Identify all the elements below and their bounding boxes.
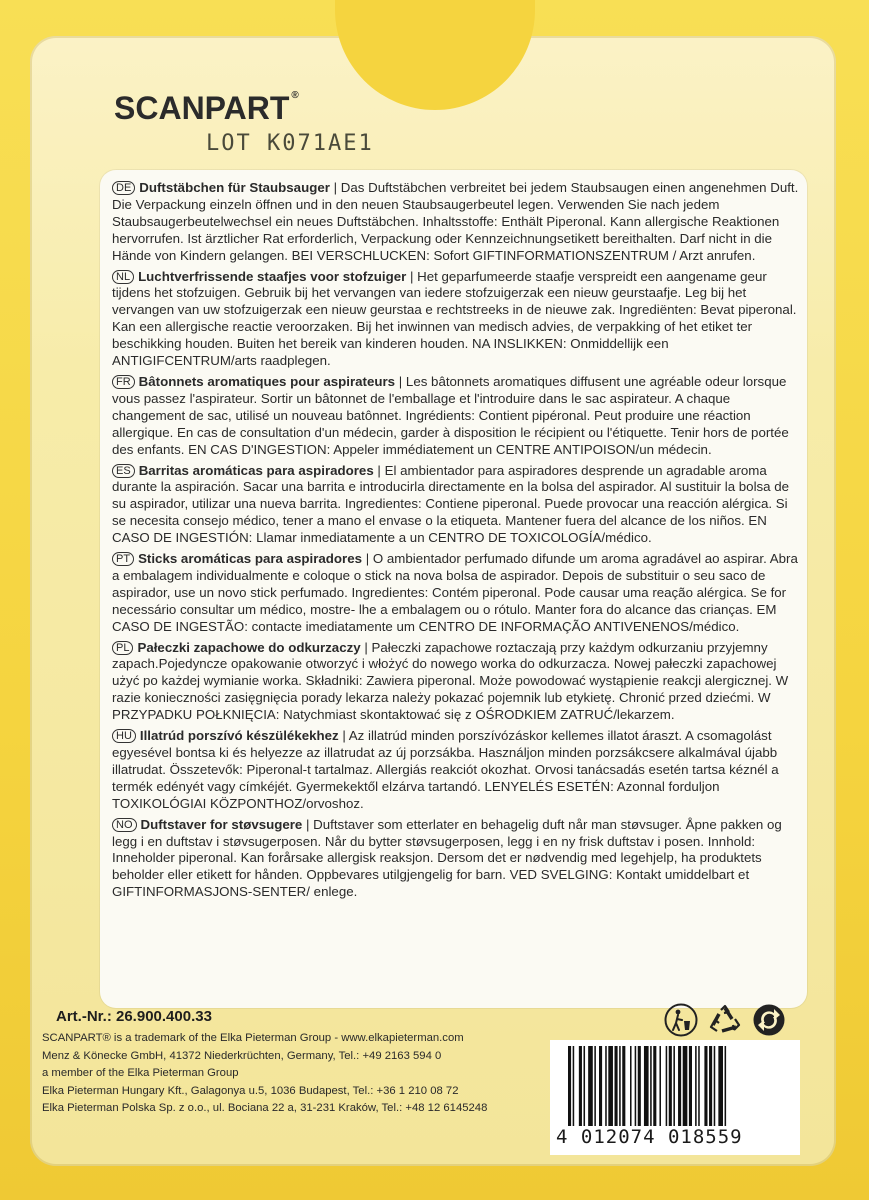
barcode-bar	[714, 1046, 716, 1126]
section-body: | Az illatrúd minden porszívózáskor kellemes illatot áraszt. A csomagolást egyesével bontsa ki és helyezze az illatrudat az új porzsákba. Használjon minden porzsákcsere alkalmával újabb illatrudat. Összetevők: Piperonal-t tartalmaz. Allergiás reakciót okozhat. Orvosi tanácsadás esetén tartsa kéznél a termék edényét vagy címkéjét. Gyermekektől elzárva tartandó. LENYELÉS ESETÉN: Azonnal forduljon TOXIKOLÓGIAI KÖZPONTHOZ/orvoshoz.	[112, 728, 779, 811]
section-fr	[112, 374, 804, 459]
barcode-bar	[605, 1046, 607, 1126]
barcode-bar	[704, 1046, 707, 1126]
barcode-bar	[573, 1046, 575, 1126]
section-body: | Les bâtonnets aromatiques diffusent une agréable odeur lorsque vous passez l'aspirateur. Sortir un bâtonnet de l'emballage et l'introduire dans le sac aspirateur. A chaque changement de sac, utilisé un nouveau batônnet. Ingrédients: Contient pipéronal. Peut produire une réaction allergique. En cas de consultation d'un médecin, garder à disposition le récipient ou l'étiquette. Tenir hors de portée des enfants. EN CAS D'INGESTION: Appeler immédiatement un CENTRE ANTIPOISON/un médecin.	[112, 373, 789, 457]
barcode-bar	[594, 1046, 596, 1126]
barcode-bar	[579, 1046, 582, 1126]
barcode-bar	[650, 1046, 652, 1126]
barcode	[550, 1040, 800, 1155]
section-title: Sticks aromáticas para aspiradores	[138, 551, 363, 567]
barcode-bar	[584, 1046, 586, 1126]
footer-trademark: SCANPART® is a trademark of the Elka Pieterman Group - www.elkapieterman.com	[42, 1032, 464, 1044]
section-body: | Pałeczki zapachowe roztaczają przy każdym odkurzaniu przyjemny zapach.Pojedyncze opakowanie otworzyć i włożyć do nowego worka do odkurzacza. Nowej pałeczki zapachowej użyć po każdej wymianie worka. Składniki: Zawiera piperonal. Może powodować wystąpienie reakcji alergicznej. W razie konieczności zasięgnięcia porady lekarza należy pokazać pojemnik lub etykietę. Chronić przed dziećmi. W PRZYPADKU POŁKNIĘCIA: Natychmiast skontaktować się z OŚRODKIEM ZATRUĆ/lekarzem.	[112, 639, 789, 723]
section-title: Duftstäbchen für Staubsauger	[139, 180, 330, 195]
barcode-bar	[630, 1046, 632, 1126]
section-pt	[112, 551, 804, 636]
logo-text: SCANPART	[114, 90, 290, 126]
lang-badge: PL	[112, 641, 133, 655]
lang-badge: DE	[112, 181, 135, 195]
barcode-bar	[635, 1046, 637, 1126]
barcode-bar	[683, 1046, 688, 1126]
barcode-bar	[599, 1046, 602, 1126]
barcode-bar	[608, 1046, 613, 1126]
footer-member: a member of the Elka Pieterman Group	[42, 1067, 239, 1080]
lang-badge: ES	[112, 464, 135, 478]
section-hu	[112, 728, 804, 813]
section-title: Bâtonnets aromatiques pour aspirateurs	[138, 373, 396, 389]
recycle-icon	[708, 1003, 742, 1037]
lang-badge: NO	[112, 818, 137, 832]
section-body: | Duftstaver som etterlater en behagelig duft når man støvsuger. Åpne pakken og legg i en duftstav i støvsugerposen. Når du bytter støvsugerposen, legg i en ny frisk duftstav i posen. Innhold: Inneholder piperonal. Kan forårsake allergisk reaksjon. Dersom det er nødvendig med legehjelp, ha produktets beholder eller etikett for hånden. Oppbevares utilgjengelig for barn. VED SVELGING: Kontakt umiddelbart et GIFTINFORMASJONS-SENTER/ enlege.	[112, 816, 782, 900]
barcode-bar	[709, 1046, 712, 1126]
barcode-bar	[659, 1046, 661, 1126]
barcode-bar	[619, 1046, 621, 1126]
instructions-text	[112, 180, 804, 905]
barcode-bar	[622, 1046, 625, 1126]
footer-address-hu: Elka Pieterman Hungary Kft., Galagonya u.5, 1036 Budapest, Tel.: +36 1 210 08 72	[42, 1084, 459, 1097]
section-body: | O ambientador perfumado difunde um aroma agradável ao aspirar. Abra a embalagem individualmente e coloque o stick na nova bolsa de aspirador. Depois de substituir o seu saco de aspirador, use un novo stick perfumado. Ingredientes: Contém piperonal. Pode causar uma reação alérgica. Se for necessário consultar um médico, mostre- lhe a embalagem ou o rótulo. Manter fora do alcance das crianças. EM CASO DE INGESTÃO: contacte imediatamente um CENTRO DE INFORMAÇÃO ANTIVENENOS/médico.	[112, 551, 798, 634]
barcode-bar	[725, 1046, 727, 1126]
barcode-bar	[698, 1046, 700, 1126]
barcode-bar	[678, 1046, 681, 1126]
barcode-bar	[666, 1046, 668, 1126]
lang-badge: HU	[112, 729, 136, 743]
section-title: Illatrúd porszívó készülékekhez	[139, 728, 339, 744]
lot-number: LOT K071AE1	[206, 131, 374, 156]
section-nl	[112, 269, 804, 370]
section-title: Pałeczki zapachowe do odkurzaczy	[137, 639, 361, 655]
footer-address-pl: Elka Pieterman Polska Sp. z o.o., ul. Bociana 22 a, 31-231 Kraków, Tel.: +48 12 6145248	[42, 1102, 488, 1115]
section-title: Duftstaver for støvsugere	[140, 816, 303, 832]
barcode-bar	[653, 1046, 656, 1126]
barcode-bar	[568, 1046, 571, 1126]
section-body: | Das Duftstäbchen verbreitet bei jedem Staubsaugen einen angenehmen Duft. Die Verpackung einzeln öffnen und in den neuen Staubsaugerbeutel legen. Verwenden Sie nach jedem Staubsaugerbeutelwechsel ein neues Duftstäbchen. Inhaltsstoffe: Enthält Piperonal. Kann allergische Reaktionen hervorrufen. Ist ärztlicher Rat erforderlich, Verpackung oder Kennzeichnungsetikett bereithalten. Darf nicht in die Hände von Kindern gelangen. BEI VERSCHLUCKEN: Sofort GIFTINFORMATIONSZENTRUM / Arzt anrufen.	[112, 180, 799, 263]
footer-address-de: Menz & Könecke GmbH, 41372 Niederkrüchten, Germany, Tel.: +49 2163 594 0	[42, 1049, 442, 1062]
company-footer	[42, 1030, 582, 1118]
barcode-bar	[689, 1046, 692, 1126]
recycling-icons	[664, 1000, 804, 1040]
section-body: | Het geparfumeerde staafje verspreidt een aangename geur tijdens het stofzuigen. Gebruik bij het vervangen van iedere stofzuigerzak een nieuw geurstaafje. Leg bij het vervangen van uw stofzuigerzak een nieuw geurstaa e rechtstreeks in de nieuwe zak. Ingrediënten: Bevat piperonal. Kan een allergische reactie veroorzaken. Bij het inwinnen van medisch advies, de verpakking of het etiket ter beschikking houden. Buiten het bereik van kinderen houden. NA INSLIKKEN: Onmiddellijk een ANTIGIFCENTRUM/arts raadplegen.	[112, 268, 797, 369]
section-title: Barritas aromáticas para aspiradores	[138, 462, 374, 478]
lang-badge: NL	[112, 270, 134, 284]
logo-registered-mark: ®	[291, 90, 299, 101]
section-no	[112, 817, 804, 902]
barcode-bar	[718, 1046, 723, 1126]
section-title: Luchtverfrissende staafjes voor stofzuiger	[138, 268, 407, 284]
barcode-bar	[588, 1046, 593, 1126]
barcode-bar	[644, 1046, 649, 1126]
barcode-number: 4 012074 018559	[556, 1126, 743, 1148]
barcode-bar	[673, 1046, 675, 1126]
barcode-bar	[695, 1046, 697, 1126]
barcode-bar	[669, 1046, 672, 1126]
article-number: Art.-Nr.: 26.900.400.33	[56, 1008, 212, 1025]
section-es	[112, 463, 804, 548]
lang-badge: PT	[112, 552, 134, 566]
green-dot-icon	[752, 1003, 786, 1037]
lang-badge: FR	[112, 375, 135, 389]
section-pl	[112, 640, 804, 725]
barcode-bar	[615, 1046, 618, 1126]
section-body: | El ambientador para aspiradores desprende un agradable aroma durante la aspiración. Sacar una barrita e introducirla directamente en la bolsa del aspirador. Al sustituir la bolsa de su aspirador, utilizar una nueva barrita. Ingredientes: Contiene piperonal. Puede provocar una reacción alérgica. Si se necesita consejo médico, tener a mano el envase o la etiqueta. Mantener fuera del alcance de los niños. EN CASO DE INGESTIÓN: Llamar inmediatamente a un CENTRO DE TOXICOLOGÍA/médico.	[112, 462, 790, 546]
barcode-bars	[566, 1046, 784, 1126]
barcode-bar	[638, 1046, 641, 1126]
section-de	[112, 180, 804, 265]
tidyman-icon	[664, 1003, 698, 1037]
scanpart-logo	[114, 90, 299, 127]
